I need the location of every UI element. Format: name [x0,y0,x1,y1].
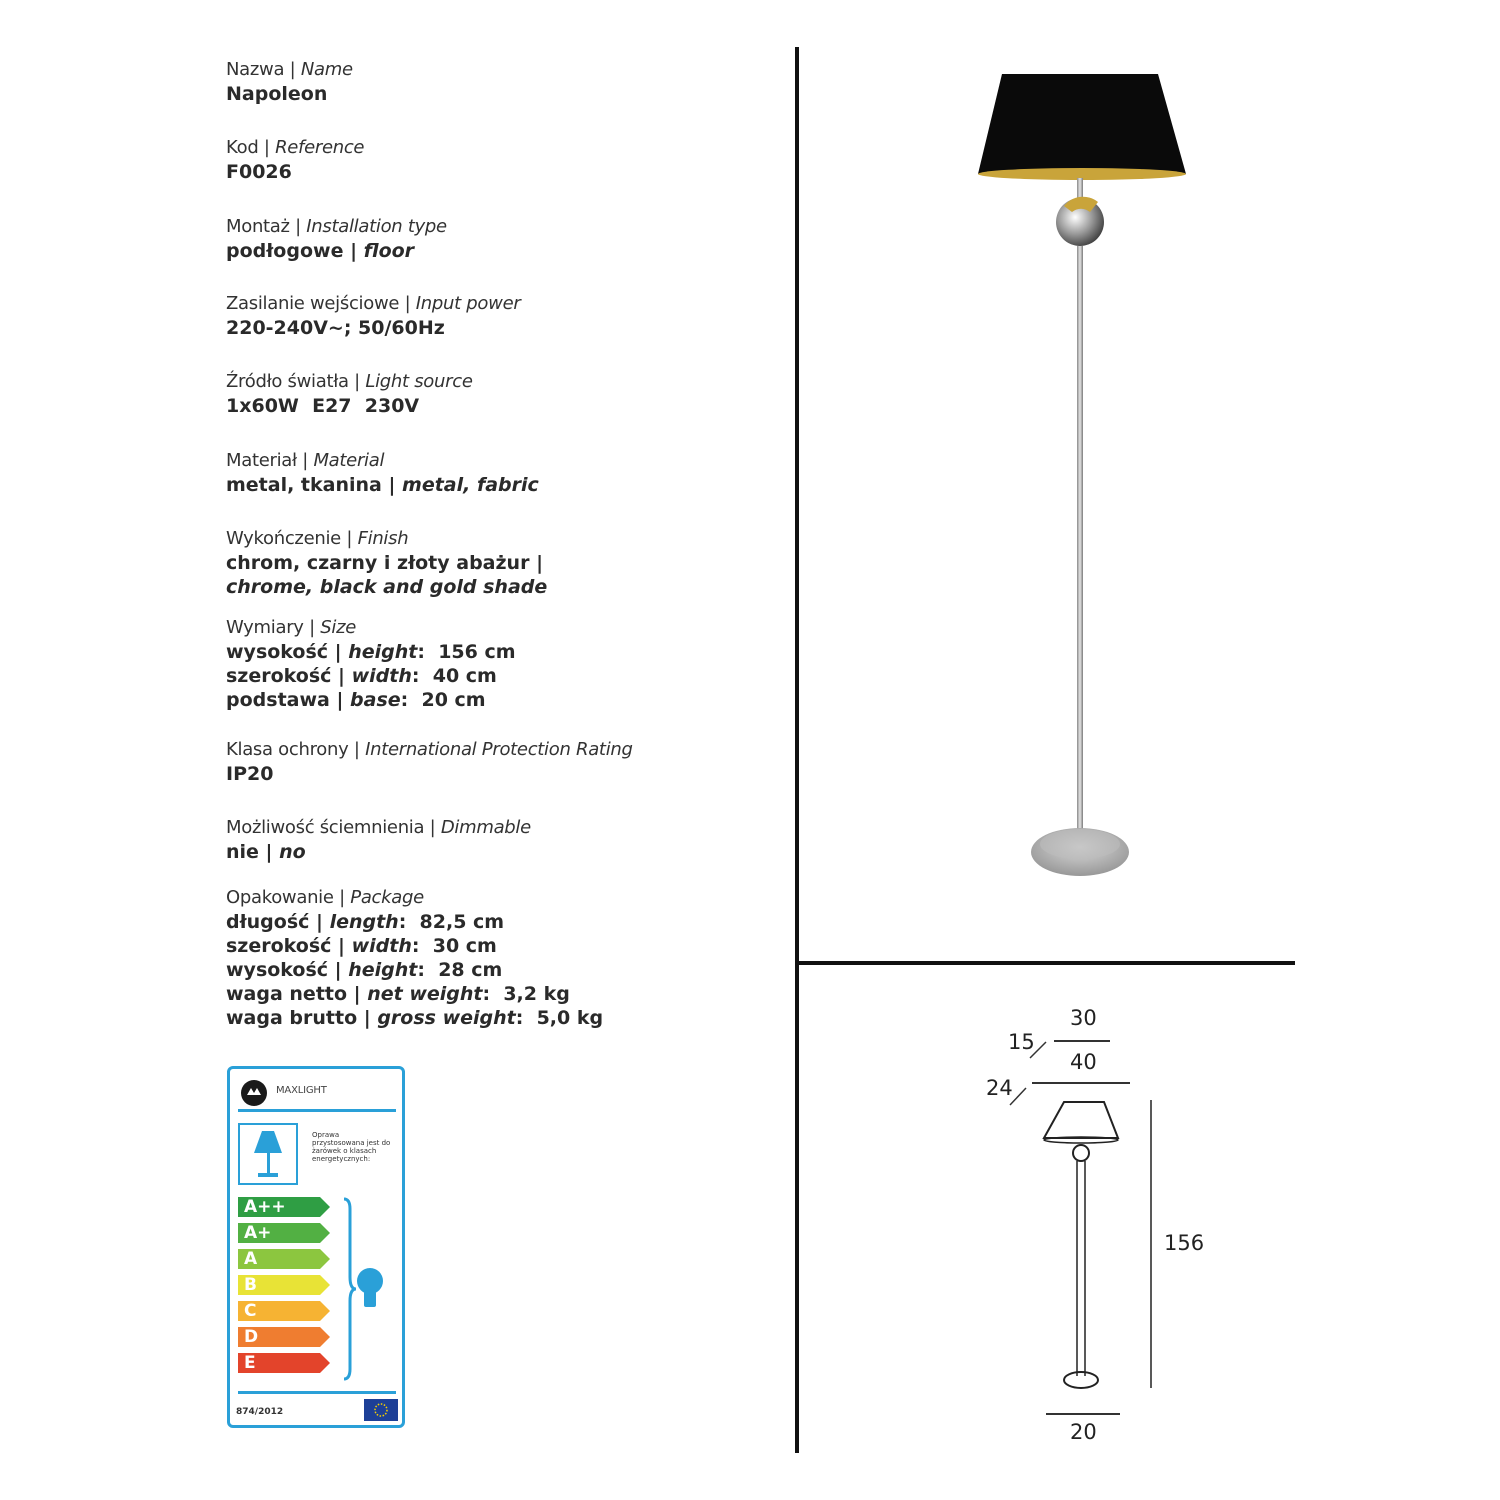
vertical-divider [795,47,799,1453]
class-e: E [244,1353,256,1373]
bulb-bracket [340,1197,400,1387]
dim-shade-slant-top: 15 [1008,1030,1035,1054]
energy-label [227,1066,405,1428]
bulb-icon [357,1268,383,1307]
spec-size: Wymiary | Size wysokość | height: 156 cm szerokość | width: 40 cm podstawa | base: 20 cm [226,617,516,711]
lamp-photo [960,60,1200,890]
dim-shade-bottom: 40 [1070,1050,1097,1074]
regulation-number: 874/2012 [236,1407,284,1417]
floor-lamp-icon [240,1125,296,1183]
drawing-shade [1044,1102,1118,1138]
dim-shade-top: 30 [1070,1006,1097,1030]
spec-light-source: Źródło światła | Light source 1x60W E27 230V [226,371,473,417]
energy-note: Oprawa przystosowana jest do żarówek o klasach energetycznych: [312,1131,391,1163]
horizontal-divider [797,961,1295,965]
class-d: D [244,1327,259,1347]
dim-base: 20 [1070,1420,1097,1444]
spec-ip-rating: Klasa ochrony | International Protection Rating IP20 [226,739,633,785]
class-c: C [244,1301,257,1321]
lamp-icon-box [238,1123,298,1185]
spec-material: Materiał | Material metal, tkanina | metal, fabric [226,450,539,496]
spec-input-power: Zasilanie wejściowe | Input power 220-240V~; 50/60Hz [226,293,521,339]
spec-installation: Montaż | Installation type podłogowe | floor [226,216,447,262]
class-b: B [244,1275,257,1295]
energy-classes [238,1197,338,1387]
dim-height: 156 [1164,1231,1205,1255]
brand-logo: MAXLIGHT [240,1079,390,1107]
drawing-base [1064,1372,1098,1388]
spec-finish: Wykończenie | Finish chrom, czarny i złoty abażur | chrome, black and gold shade [226,528,548,598]
class-a: A [244,1249,258,1269]
spec-name: Nazwa | Name Napoleon [226,59,353,105]
spec-package: Opakowanie | Package długość | length: 82,5 cm szerokość | width: 30 cm wysokość | height: 28 cm waga netto | net weight: 3,2 kg waga brutto | gross weight: 5,0 kg [226,887,604,1029]
class-a-plus-plus: A++ [244,1197,286,1217]
technical-drawing [980,1000,1220,1460]
lamp-shade [978,74,1186,174]
dim-shade-slant-bottom: 24 [986,1076,1013,1100]
spec-dimmable: Możliwość ściemnienia | Dimmable nie | no [226,817,531,863]
brand-logo-icon [240,1079,268,1107]
class-a-plus: A+ [244,1223,272,1243]
lamp-pole [1077,246,1083,838]
eu-flag-icon [364,1399,398,1421]
spec-reference: Kod | Reference F0026 [226,137,365,183]
